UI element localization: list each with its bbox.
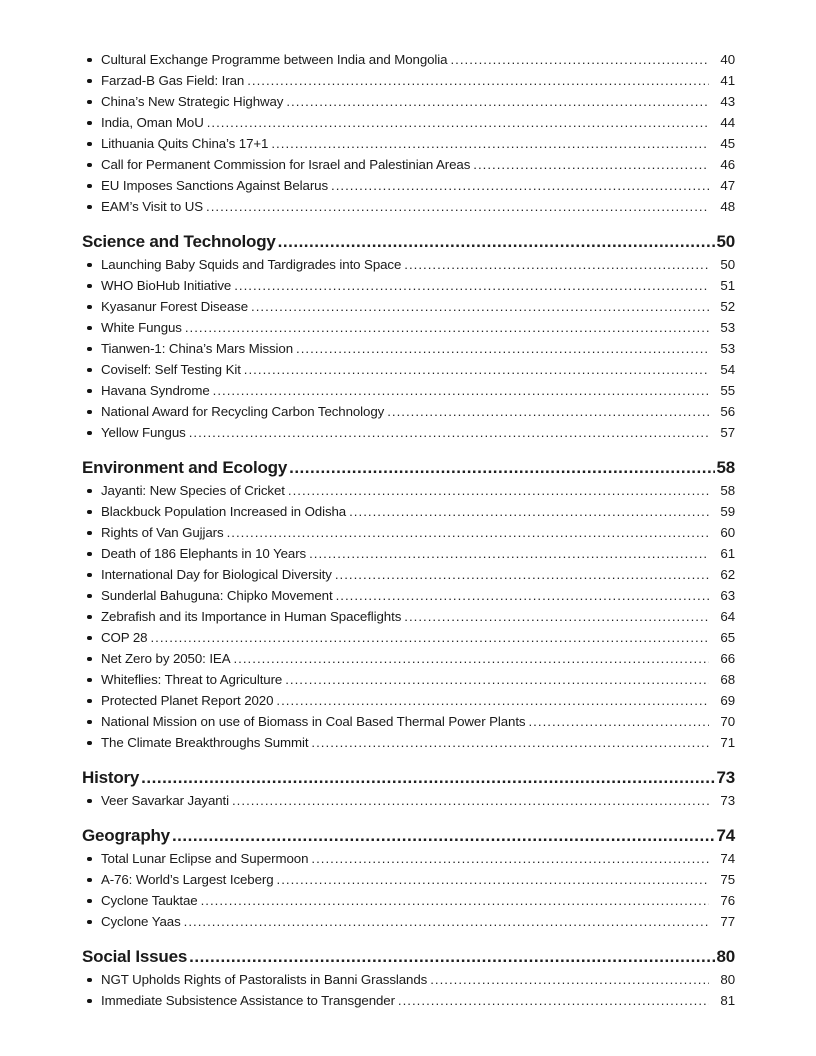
- toc-item[interactable]: [82, 669, 735, 690]
- toc-entry-label: Lithuania Quits China’s 17+1: [101, 136, 269, 151]
- page-number: 74: [720, 851, 735, 866]
- page-number: 75: [720, 872, 735, 887]
- bullet-icon: [82, 740, 101, 746]
- toc-entry-label: WHO BioHub Initiative: [101, 278, 232, 293]
- bullet-icon: [82, 656, 101, 662]
- toc-entry-label: Immediate Subsistence Assistance to Transgender: [101, 993, 395, 1008]
- toc-item[interactable]: [82, 275, 735, 296]
- toc-entry-label: Cyclone Tauktae: [101, 893, 198, 908]
- toc-entry-label: Cultural Exchange Programme between India and Mongolia: [101, 52, 448, 67]
- toc-entry-label: Veer Savarkar Jayanti: [101, 793, 229, 808]
- page-number: 53: [720, 341, 735, 356]
- toc-item[interactable]: [82, 848, 735, 869]
- toc-entry-label: Cyclone Yaas: [101, 914, 181, 929]
- bullet-icon: [82, 798, 101, 804]
- toc-entry-label: Protected Planet Report 2020: [101, 693, 274, 708]
- leader-dots: [172, 823, 715, 848]
- page-number: 53: [720, 320, 735, 335]
- page-number: 70: [720, 714, 735, 729]
- bullet-icon: [82, 367, 101, 373]
- bullet-icon: [82, 977, 101, 983]
- leader-dots: [296, 338, 709, 359]
- page-number: 80: [720, 972, 735, 987]
- section-heading-label: History: [82, 768, 140, 787]
- page-number: 43: [720, 94, 735, 109]
- toc-item[interactable]: [82, 585, 735, 606]
- bullet-icon: [82, 388, 101, 394]
- page-number: 56: [720, 404, 735, 419]
- bullet-icon: [82, 325, 101, 331]
- leader-dots: [207, 112, 709, 133]
- leader-dots: [201, 890, 709, 911]
- page-number: 50: [720, 257, 735, 272]
- page-number: 48: [720, 199, 735, 214]
- toc-entry-label: EAM’s Visit to US: [101, 199, 204, 214]
- toc-item[interactable]: [82, 175, 735, 196]
- page-number: 54: [720, 362, 735, 377]
- toc-section-heading[interactable]: [82, 455, 735, 480]
- toc-item[interactable]: [82, 112, 735, 133]
- toc-item[interactable]: [82, 648, 735, 669]
- page-number: 55: [720, 383, 735, 398]
- toc-section-heading[interactable]: [82, 229, 735, 254]
- leader-dots: [311, 732, 709, 753]
- leader-dots: [278, 229, 715, 254]
- bullet-icon: [82, 635, 101, 641]
- page-number: 81: [720, 993, 735, 1008]
- leader-dots: [206, 196, 709, 217]
- leader-dots: [233, 648, 709, 669]
- toc-item[interactable]: [82, 627, 735, 648]
- toc-entry-label: Launching Baby Squids and Tardigrades into Space: [101, 257, 402, 272]
- leader-dots: [404, 254, 709, 275]
- bullet-icon: [82, 488, 101, 494]
- page-number: 57: [720, 425, 735, 440]
- section-page-number: 80: [716, 947, 735, 966]
- leader-dots: [289, 455, 715, 480]
- toc-entry-label: India, Oman MoU: [101, 115, 204, 130]
- toc-entry-label: Total Lunar Eclipse and Supermoon: [101, 851, 309, 866]
- section-heading-label: Science and Technology: [82, 232, 276, 251]
- page-number: 45: [720, 136, 735, 151]
- bullet-icon: [82, 430, 101, 436]
- toc-item[interactable]: [82, 564, 735, 585]
- leader-dots: [349, 501, 709, 522]
- leader-dots: [141, 765, 715, 790]
- bullet-icon: [82, 204, 101, 210]
- toc-item[interactable]: [82, 890, 735, 911]
- bullet-icon: [82, 530, 101, 536]
- page-number: 63: [720, 588, 735, 603]
- bullet-icon: [82, 409, 101, 415]
- toc-section-heading[interactable]: [82, 765, 735, 790]
- toc-section-heading[interactable]: [82, 823, 735, 848]
- toc-item[interactable]: [82, 732, 735, 753]
- toc-item[interactable]: [82, 317, 735, 338]
- toc-item[interactable]: [82, 154, 735, 175]
- page-number: 60: [720, 525, 735, 540]
- bullet-icon: [82, 162, 101, 168]
- bullet-icon: [82, 262, 101, 268]
- leader-dots: [227, 522, 709, 543]
- toc-entry-label: Call for Permanent Commission for Israel and Palestinian Areas: [101, 157, 471, 172]
- section-page-number: 73: [716, 768, 735, 787]
- toc-item[interactable]: [82, 133, 735, 154]
- bullet-icon: [82, 698, 101, 704]
- toc-item[interactable]: [82, 91, 735, 112]
- bullet-icon: [82, 856, 101, 862]
- leader-dots: [184, 911, 709, 932]
- toc-entry-label: NGT Upholds Rights of Pastoralists in Banni Grasslands: [101, 972, 428, 987]
- toc-entry-label: Rights of Van Gujjars: [101, 525, 224, 540]
- page-number: 40: [720, 52, 735, 67]
- bullet-icon: [82, 919, 101, 925]
- toc-item[interactable]: [82, 422, 735, 443]
- bullet-icon: [82, 57, 101, 63]
- toc-item[interactable]: [82, 70, 735, 91]
- page-number: 44: [720, 115, 735, 130]
- toc-item[interactable]: [82, 690, 735, 711]
- bullet-icon: [82, 304, 101, 310]
- leader-dots: [276, 690, 709, 711]
- page-number: 58: [720, 483, 735, 498]
- bullet-icon: [82, 572, 101, 578]
- leader-dots: [247, 70, 709, 91]
- leader-dots: [450, 49, 709, 70]
- bullet-icon: [82, 183, 101, 189]
- page-number: 66: [720, 651, 735, 666]
- bullet-icon: [82, 677, 101, 683]
- toc-entry-label: Zebrafish and its Importance in Human Spaceflights: [101, 609, 402, 624]
- toc-item[interactable]: [82, 480, 735, 501]
- toc-item[interactable]: [82, 990, 735, 1011]
- section-page-number: 50: [716, 232, 735, 251]
- toc-item[interactable]: [82, 790, 735, 811]
- toc-list: [82, 49, 735, 1011]
- leader-dots: [189, 944, 715, 969]
- toc-entry-label: Kyasanur Forest Disease: [101, 299, 248, 314]
- bullet-icon: [82, 998, 101, 1004]
- page-number: 41: [720, 73, 735, 88]
- toc-entry-label: Yellow Fungus: [101, 425, 186, 440]
- page-number: 59: [720, 504, 735, 519]
- toc-item[interactable]: [82, 869, 735, 890]
- page-number: 73: [720, 793, 735, 808]
- toc-item[interactable]: [82, 359, 735, 380]
- toc-entry-label: A-76: World’s Largest Iceberg: [101, 872, 274, 887]
- section-page-number: 74: [716, 826, 735, 845]
- leader-dots: [234, 275, 709, 296]
- leader-dots: [271, 133, 709, 154]
- leader-dots: [331, 175, 709, 196]
- leader-dots: [189, 422, 709, 443]
- toc-item[interactable]: [82, 196, 735, 217]
- leader-dots: [430, 969, 709, 990]
- bullet-icon: [82, 551, 101, 557]
- page-number: 71: [720, 735, 735, 750]
- toc-item[interactable]: [82, 401, 735, 422]
- toc-item[interactable]: [82, 711, 735, 732]
- bullet-icon: [82, 283, 101, 289]
- leader-dots: [213, 380, 709, 401]
- toc-item[interactable]: [82, 380, 735, 401]
- toc-entry-label: Death of 186 Elephants in 10 Years: [101, 546, 307, 561]
- leader-dots: [311, 848, 709, 869]
- leader-dots: [285, 669, 709, 690]
- section-heading-label: Social Issues: [82, 947, 188, 966]
- toc-entry-label: EU Imposes Sanctions Against Belarus: [101, 178, 328, 193]
- toc-item[interactable]: [82, 543, 735, 564]
- toc-entry-label: International Day for Biological Diversity: [101, 567, 332, 582]
- toc-entry-label: Coviself: Self Testing Kit: [101, 362, 241, 377]
- toc-item[interactable]: [82, 522, 735, 543]
- leader-dots: [185, 317, 709, 338]
- toc-entry-label: National Award for Recycling Carbon Technology: [101, 404, 385, 419]
- leader-dots: [387, 401, 709, 422]
- toc-entry-label: White Fungus: [101, 320, 182, 335]
- toc-entry-label: Tianwen-1: China’s Mars Mission: [101, 341, 293, 356]
- toc-entry-label: Jayanti: New Species of Cricket: [101, 483, 285, 498]
- bullet-icon: [82, 877, 101, 883]
- leader-dots: [150, 627, 709, 648]
- leader-dots: [473, 154, 709, 175]
- bullet-icon: [82, 593, 101, 599]
- bullet-icon: [82, 346, 101, 352]
- page-number: 51: [720, 278, 735, 293]
- page-number: 62: [720, 567, 735, 582]
- bullet-icon: [82, 78, 101, 84]
- bullet-icon: [82, 614, 101, 620]
- page-number: 76: [720, 893, 735, 908]
- bullet-icon: [82, 898, 101, 904]
- page-number: 64: [720, 609, 735, 624]
- page-number: 46: [720, 157, 735, 172]
- leader-dots: [336, 585, 709, 606]
- section-page-number: 58: [716, 458, 735, 477]
- leader-dots: [398, 990, 709, 1011]
- toc-item[interactable]: [82, 606, 735, 627]
- toc-item[interactable]: [82, 969, 735, 990]
- toc-entry-label: Havana Syndrome: [101, 383, 210, 398]
- toc-item[interactable]: [82, 49, 735, 70]
- toc-entry-label: Whiteflies: Threat to Agriculture: [101, 672, 283, 687]
- leader-dots: [309, 543, 709, 564]
- leader-dots: [404, 606, 709, 627]
- toc-entry-label: The Climate Breakthroughs Summit: [101, 735, 309, 750]
- bullet-icon: [82, 99, 101, 105]
- toc-item[interactable]: [82, 501, 735, 522]
- toc-entry-label: National Mission on use of Biomass in Coal Based Thermal Power Plants: [101, 714, 526, 729]
- leader-dots: [232, 790, 709, 811]
- leader-dots: [244, 359, 709, 380]
- section-heading-label: Environment and Ecology: [82, 458, 288, 477]
- page-number: 68: [720, 672, 735, 687]
- page-number: 65: [720, 630, 735, 645]
- bullet-icon: [82, 719, 101, 725]
- page-number: 77: [720, 914, 735, 929]
- leader-dots: [251, 296, 709, 317]
- leader-dots: [288, 480, 709, 501]
- bullet-icon: [82, 120, 101, 126]
- leader-dots: [277, 869, 709, 890]
- page-number: 61: [720, 546, 735, 561]
- bullet-icon: [82, 509, 101, 515]
- toc-item[interactable]: [82, 338, 735, 359]
- toc-entry-label: Sunderlal Bahuguna: Chipko Movement: [101, 588, 333, 603]
- toc-entry-label: COP 28: [101, 630, 148, 645]
- page-number: 69: [720, 693, 735, 708]
- bullet-icon: [82, 141, 101, 147]
- section-heading-label: Geography: [82, 826, 170, 845]
- toc-entry-label: China’s New Strategic Highway: [101, 94, 284, 109]
- toc-item[interactable]: [82, 911, 735, 932]
- page-number: 47: [720, 178, 735, 193]
- leader-dots: [335, 564, 709, 585]
- toc-entry-label: Net Zero by 2050: IEA: [101, 651, 231, 666]
- toc-entry-label: Blackbuck Population Increased in Odisha: [101, 504, 347, 519]
- page-number: 52: [720, 299, 735, 314]
- leader-dots: [286, 91, 709, 112]
- toc-entry-label: Farzad-B Gas Field: Iran: [101, 73, 245, 88]
- toc-section-heading[interactable]: [82, 944, 735, 969]
- leader-dots: [528, 711, 709, 732]
- toc-item[interactable]: [82, 296, 735, 317]
- toc-item[interactable]: [82, 254, 735, 275]
